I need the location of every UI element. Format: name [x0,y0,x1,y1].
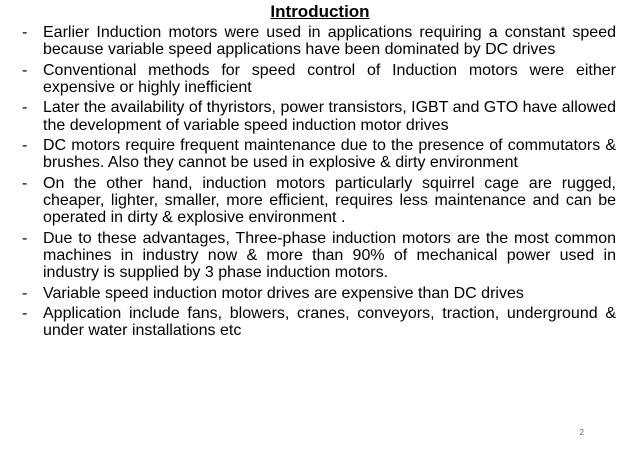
bullet-marker: - [22,99,28,117]
bullet-text: On the other hand, induction motors particularly squirrel cage are rugged, cheaper, lighter, smaller, more efficient, requires less maintenance and can be operated in dirty & explosive environment . [43,174,616,227]
bullet-text: Later the availability of thyristors, power transistors, IGBT and GTO have allowed the development of variable speed induction motor drives [43,99,616,134]
bullet-item [22,230,616,282]
bullet-marker: - [22,174,28,192]
bullet-marker: - [22,284,28,302]
bullet-text: Earlier Induction motors were used in applications requiring a constant speed because variable speed applications have been dominated by DC drives [43,24,616,59]
bullet-list [22,24,616,343]
bullet-marker: - [22,61,28,79]
bullet-item [22,305,616,339]
bullet-marker: - [22,24,28,41]
bullet-text: Variable speed induction motor drives are expensive than DC drives [43,284,524,302]
bullet-item [22,99,616,133]
bullet-text: Due to these advantages, Three-phase induction motors are the most common machines in industry now & more than 90% of mechanical power used in industry is supplied by 3 phase induction motors. [43,229,616,282]
bullet-marker: - [22,229,28,247]
bullet-text: Application include fans, blowers, cranes, conveyors, traction, underground & under water installations etc [43,305,616,340]
bullet-marker: - [22,305,28,323]
slide-title: Introduction [270,2,370,21]
bullet-marker: - [22,137,28,155]
bullet-item [22,62,616,96]
bullet-item [22,285,616,302]
bullet-item [22,175,616,227]
bullet-text: DC motors require frequent maintenance due to the presence of commutators & brushes. Also they cannot be used in explosive & dirty environment [43,137,616,172]
bullet-item [22,137,616,171]
bullet-text: Conventional methods for speed control of Induction motors were either expensive or highly inefficient [43,61,616,96]
bullet-item [22,24,616,58]
page-number: 2 [579,428,584,437]
